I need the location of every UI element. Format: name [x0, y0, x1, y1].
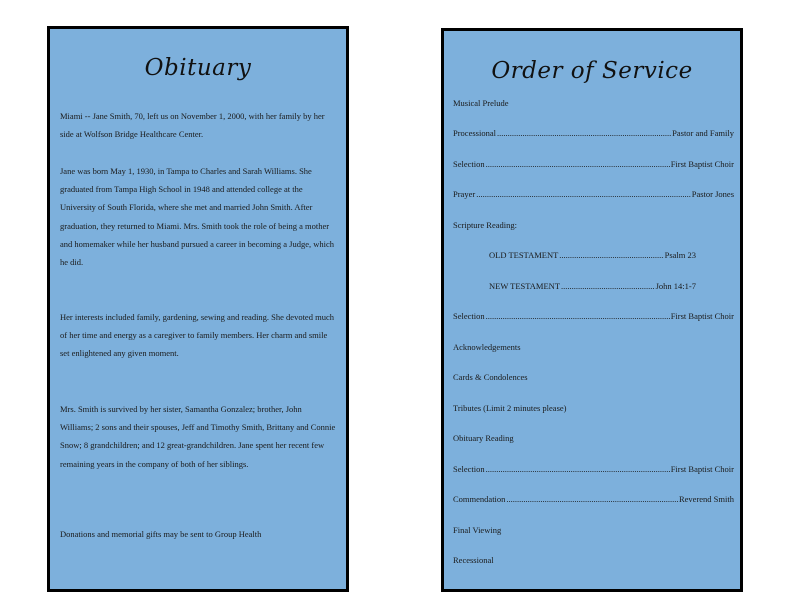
dot-leader [561, 281, 655, 291]
obituary-panel [47, 26, 349, 592]
obituary-title: Obituary [144, 55, 252, 81]
service-item-value: Reverend Smith [678, 494, 734, 504]
service-item-value: Psalm 23 [664, 250, 696, 260]
order-of-service-panel [441, 28, 743, 592]
service-item-label: Musical Prelude [453, 98, 509, 108]
service-item [453, 433, 734, 443]
dot-leader [486, 311, 670, 321]
service-item [453, 128, 734, 138]
service-item-value: First Baptist Choir [670, 464, 734, 474]
service-item [453, 494, 734, 504]
dot-leader [486, 159, 670, 169]
service-item-value: First Baptist Choir [670, 311, 734, 321]
service-item-label: Final Viewing [453, 525, 502, 535]
service-item [453, 220, 734, 230]
service-item [453, 555, 734, 565]
dot-leader [486, 464, 670, 474]
service-item [453, 372, 734, 382]
dot-leader [559, 250, 663, 260]
service-item-label: Obituary Reading [453, 433, 514, 443]
service-item [453, 342, 734, 352]
service-item-label: Processional [453, 128, 496, 138]
service-item-value: First Baptist Choir [670, 159, 734, 169]
service-item-label: OLD TESTAMENT [489, 250, 559, 260]
service-item-label: Selection [453, 159, 485, 169]
service-item-label: Recessional [453, 555, 494, 565]
service-item [453, 311, 734, 321]
dot-leader [506, 494, 678, 504]
service-item-value: Pastor and Family [672, 128, 734, 138]
service-item-label: NEW TESTAMENT [489, 281, 561, 291]
obituary-paragraph: Jane was born May 1, 1930, in Tampa to Charles and Sarah Williams. She graduated from Tampa High School in 1948 and attended college at the University of South Florida, where she met and married John Smith. After graduation, they returned to Miami. Mrs. Smith took the role of being a mother and homemaker while her husband pursued a career in becoming a Judge, which he did. [60, 166, 335, 268]
service-item [453, 525, 734, 535]
service-item-label: Tributes (Limit 2 minutes please) [453, 403, 567, 413]
obituary-paragraph: Miami -- Jane Smith, 70, left us on November 1, 2000, with her family by her side at Wolfson Bridge Healthcare Center. [60, 111, 325, 140]
service-item-label: Acknowledgements [453, 342, 521, 352]
service-item [489, 281, 696, 291]
order-of-service-title: Order of Service [491, 58, 693, 84]
service-item [453, 403, 734, 413]
service-item-label: Prayer [453, 189, 476, 199]
service-item-value: John 14:1-7 [655, 281, 696, 291]
service-item [453, 98, 734, 108]
service-list [453, 31, 734, 589]
service-item [453, 189, 734, 199]
service-item-label: Selection [453, 464, 485, 474]
dot-leader [476, 189, 691, 199]
service-item-label: Cards & Condolences [453, 372, 528, 382]
obituary-paragraph: Donations and memorial gifts may be sent to Group Health [60, 529, 262, 539]
service-item-label: Scripture Reading: [453, 220, 517, 230]
dot-leader [497, 128, 671, 138]
obituary-paragraph: Her interests included family, gardening, sewing and reading. She devoted much of her time and energy as a caregiver to family members. Her charm and smile set enlightened any given moment. [60, 312, 334, 359]
obituary-paragraph: Mrs. Smith is survived by her sister, Samantha Gonzalez; brother, John Williams; 2 sons and their spouses, Jeff and Timothy Smith, Brittany and Connie Snow; 8 grandchildren; and 12 great-grandchildren. Jane spent her recent few remaining years in the company of both of her siblings. [60, 404, 336, 469]
service-item-value: Pastor Jones [691, 189, 734, 199]
service-item [453, 159, 734, 169]
service-item-label: Commendation [453, 494, 506, 504]
service-item [489, 250, 696, 260]
service-item [453, 464, 734, 474]
service-item-label: Selection [453, 311, 485, 321]
